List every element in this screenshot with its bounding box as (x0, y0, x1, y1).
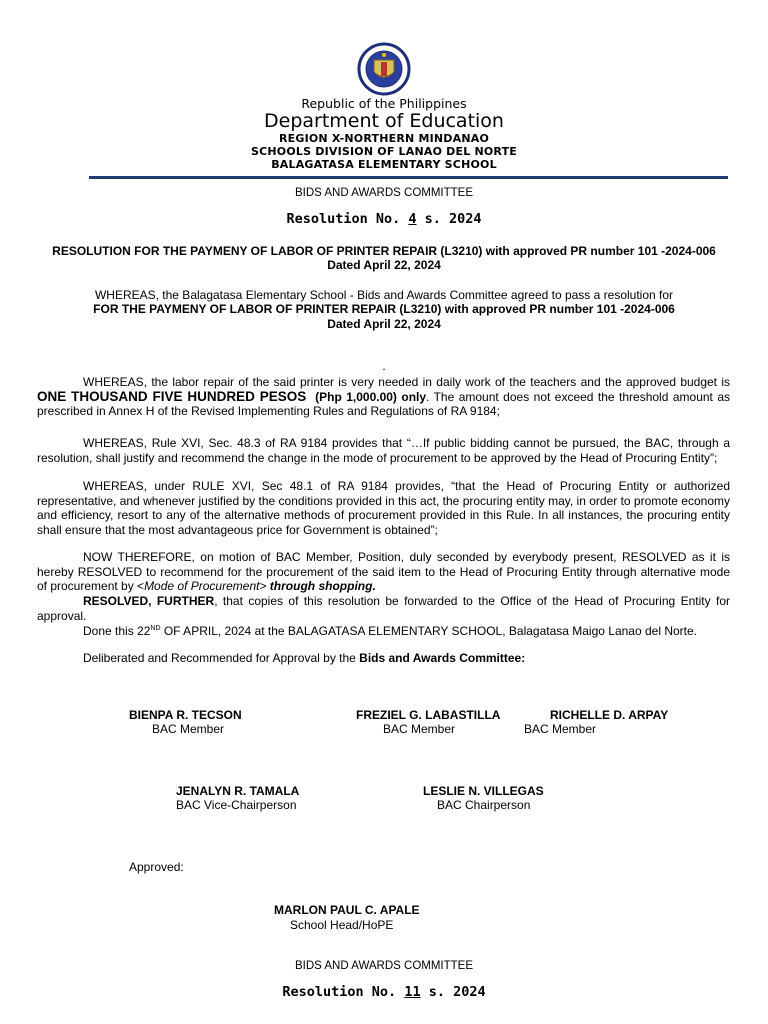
signatory-position: BAC Member (524, 722, 597, 736)
region-label: REGION X-NORTHERN MINDANAO (278, 132, 490, 145)
republic-label: Republic of the Philippines (301, 96, 467, 111)
resolution-title-line1: RESOLUTION FOR THE PAYMENY OF LABOR OF PRINTER REPAIR (L3210) with approved PR number 101 -2024-006 (52, 244, 716, 258)
resolved-further-lead: RESOLVED, FURTHER (83, 594, 215, 608)
now-therefore (37, 550, 730, 594)
next-resolution-prefix: Resolution No. (282, 984, 397, 1000)
department-title: Department of Education (264, 110, 504, 132)
amount-figure: (Php 1,000.00) only (315, 389, 427, 404)
resolution-number (0, 211, 768, 227)
header-divider (89, 176, 728, 179)
done-this (37, 622, 730, 639)
resolution-number-value: 4 (408, 211, 417, 227)
stray-dot: . (382, 359, 386, 373)
done-this-ordinal: ND (150, 625, 161, 632)
signatory-position: BAC Member (152, 722, 225, 736)
deliberated (37, 651, 730, 666)
resolution-title-line2: Dated April 22, 2024 (327, 258, 441, 272)
next-resolution-number (0, 984, 768, 1000)
deliberated-committee: Bids and Awards Committee: (359, 651, 526, 665)
next-resolution-suffix: s. 2024 (428, 984, 486, 1000)
resolved-further (37, 594, 730, 623)
approver-name: MARLON PAUL C. APALE (274, 903, 420, 917)
whereas-rule-48-3 (37, 436, 730, 465)
done-this-rest: OF APRIL, 2024 at the BALAGATASA ELEMENTARY SCHOOL, Balagatasa Maigo Lanao del Norte. (160, 624, 698, 638)
through-shopping: through shopping. (266, 579, 376, 593)
resolution-prefix: Resolution No. (286, 211, 401, 227)
mode-of-procurement: Mode of Procurement (144, 579, 260, 593)
signatory-position: BAC Member (383, 722, 456, 736)
signatory-name: BIENPA R. TECSON (129, 708, 242, 722)
mode-close: > (259, 579, 267, 593)
deliberated-text: Deliberated and Recommended for Approval by the (83, 651, 360, 665)
committee-label: BIDS AND AWARDS COMMITTEE (294, 187, 474, 199)
signatory-name: FREZIEL G. LABASTILLA (356, 708, 501, 722)
approver-position: School Head/HoPE (290, 918, 394, 932)
whereas-budget-rest: . The amount does not exceed the threshold amount as prescribed in Annex H of the Revised Implementing Rules and Regulations of RA 9184; (37, 389, 730, 418)
whereas-budget-text: WHEREAS, the labor repair of the said printer is very needed in daily work of the teachers and the approved budget is (83, 375, 730, 389)
signatory-name: LESLIE N. VILLEGAS (423, 784, 544, 798)
signatory-name: RICHELLE D. ARPAY (550, 708, 669, 722)
division-label: SCHOOLS DIVISION OF LANAO DEL NORTE (250, 145, 518, 158)
school-label: BALAGATASA ELEMENTARY SCHOOL (271, 158, 497, 171)
intro-line2: FOR THE PAYMENY OF LABOR OF PRINTER REPAIR (L3210) with approved PR number 101 -2024-006 (93, 302, 675, 316)
next-resolution-number-value: 11 (404, 984, 421, 1000)
amount-words: ONE THOUSAND FIVE HUNDRED PESOS (37, 388, 307, 404)
resolution-suffix: s. 2024 (424, 211, 482, 227)
whereas-budget (37, 375, 730, 419)
next-committee-label: BIDS AND AWARDS COMMITTEE (294, 960, 474, 972)
deped-seal-logo (352, 42, 416, 96)
whereas-rule-48-1 (37, 479, 730, 537)
intro-line3: Dated April 22, 2024 (327, 317, 441, 331)
resolved-further-text: , that copies of this resolution be forwarded to the Office of the Head of Procuring Entity for approval. (37, 594, 730, 623)
signatory-position: BAC Chairperson (437, 798, 531, 812)
now-therefore-text: NOW THEREFORE, on motion of BAC Member, Position, duly seconded by everybody present, RESOLVED as it is hereby RESOLVED to recommend for the procurement of the said item to the Head of Procuring Entity through alternative mode of procurement by < (37, 550, 730, 593)
intro-line1: WHEREAS, the Balagatasa Elementary School - Bids and Awards Committee agreed to pass a resolution for (94, 288, 674, 302)
whereas-rule-48-3-text: WHEREAS, Rule XVI, Sec. 48.3 of RA 9184 provides that “…If public bidding cannot be pursued, the BAC, through a resolution, shall justify and recommend the change in the mode of procurement to be approved by the Head of Procuring Entity”; (37, 436, 730, 465)
signatory-position: BAC Vice-Chairperson (176, 798, 297, 812)
whereas-rule-48-1-text: WHEREAS, under RULE XVI, Sec 48.1 of RA 9184 provides, “that the Head of Procuring Entity or authorized representative, and whenever justified by the conditions provided in this act, the procuring entity may, in order to promote economy and efficiency, resort to any of the alternative methods of procurement provided in this Rule. In all instances, the procuring entity shall ensure that the most advantageous price for Government is obtained”; (37, 479, 730, 537)
approved-label: Approved: (129, 860, 184, 874)
done-this-text: Done this 22 (83, 624, 151, 638)
signatory-name: JENALYN R. TAMALA (176, 784, 300, 798)
